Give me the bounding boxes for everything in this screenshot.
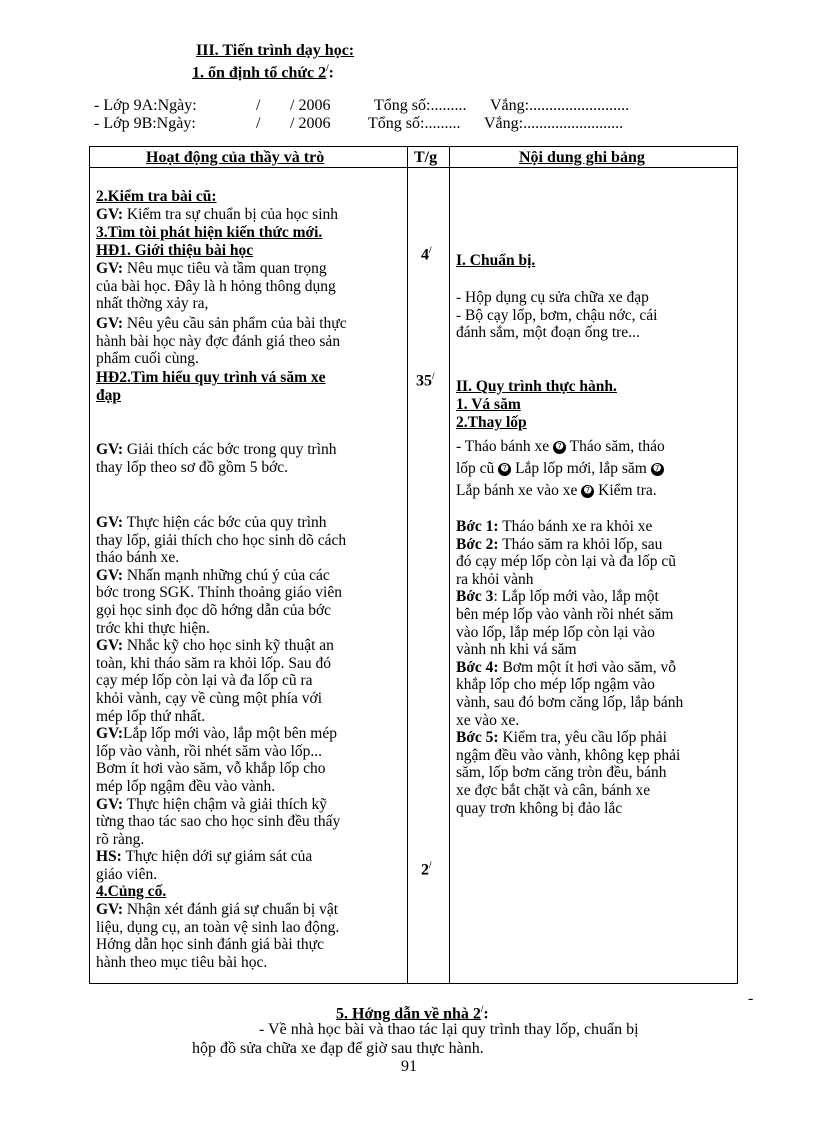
home-line-1: - Về nhà học bài và thao tác lại quy trình thay lốp, chuẩn bị [259, 1021, 639, 1038]
text-line: bớc trong SGK. Thỉnh thoảng giáo viên [96, 584, 342, 602]
vasam-title: 1. Vá săm [456, 396, 521, 413]
table-right-border [737, 146, 738, 984]
step-text: Bơm một ít hơi vào săm, vỗ [498, 658, 677, 676]
text-line: Hớng dẫn học sinh đánh giá bài thực [96, 936, 324, 954]
gv-label: GV: [96, 725, 123, 743]
flow-line [456, 480, 665, 502]
text-line: rõ ràng. [96, 830, 145, 848]
gv-label: GV: [96, 206, 123, 223]
step-line [456, 729, 683, 747]
class-slash1: / [256, 97, 261, 114]
text-line: của bài học. Đây là h hỏng thông dụng [96, 277, 336, 295]
time-4 [421, 241, 432, 264]
gv-label: GV: [96, 260, 123, 277]
text-line [96, 441, 337, 459]
text-line: thay lốp, giải thích cho học sinh dõ cách [96, 531, 347, 549]
step-line: bên mép lốp vào vành rồi nhét săm [456, 605, 674, 623]
hd1-title: HĐ1. Giới thiệu bài học [96, 242, 254, 259]
text-line: đánh sắm, một đoạn ống tre... [456, 324, 640, 342]
gv-perform-steps [96, 514, 346, 971]
gv-text: Nêu mục tiêu và tầm quan trọng [123, 260, 327, 277]
step-line [456, 659, 683, 677]
step-line: săm, lốp bơm căng tròn đều, bánh [456, 764, 667, 782]
table-bottom-border [89, 983, 738, 984]
flow-text: lốp cũ [456, 460, 499, 477]
hs-label: HS: [96, 848, 122, 866]
class-total: Tổng số:......... [374, 97, 467, 114]
text-line: đạp [96, 386, 121, 404]
gv-text: Nhắc kỹ cho học sinh kỹ thuật an [123, 637, 334, 655]
time-35 [416, 367, 435, 390]
gv-label: GV: [96, 795, 123, 813]
step-label: Bớc 2: [456, 535, 499, 553]
gv-text: Nêu yêu cầu sản phẩm của bài thực [123, 315, 347, 332]
step-line: đó cạy mép lốp còn lại và đa lốp cũ [456, 553, 676, 571]
text-line: hành bài học này đợc đánh giá theo sản [96, 332, 341, 350]
time-value: 2 [421, 861, 429, 879]
hs-text: Thực hiện dới sự giám sát của [121, 848, 313, 866]
gv-objectives [96, 260, 336, 313]
flow-text: Tháo săm, tháo [566, 438, 665, 455]
flow-arrow-icon: ➐ [553, 441, 566, 454]
hd2-title [96, 369, 326, 404]
step-line: ra khỏi vành [456, 570, 534, 588]
gv-label: GV: [96, 514, 123, 531]
text-line: phẩm cuối cùng. [96, 350, 199, 368]
gv-text: Thực hiện các bớc của quy trình [123, 514, 327, 531]
text-line: - Bộ cạy lốp, bơm, chậu nớc, cái [456, 306, 658, 324]
sub-title-text: 1. ổn định tổ chức 2 [192, 64, 327, 82]
text-line: giáo viên. [96, 865, 158, 883]
gv-text: Nhấn mạnh những chú ý của các [123, 566, 330, 584]
step-label: Bớc 4: [456, 658, 499, 676]
text-line: thay lốp theo sơ đồ gồm 5 bớc. [96, 458, 289, 476]
gv-product-requirements [96, 315, 347, 368]
time-2 [421, 856, 432, 879]
home-line-2: hộp đồ sửa chữa xe đạp để giờ sau thực hành. [192, 1040, 484, 1057]
gv-text: Nhận xét đánh giá sự chuẩn bị vật [123, 901, 339, 919]
gv-label: GV: [96, 441, 123, 458]
table-col-divider-1 [407, 146, 408, 984]
step-line: xe vào xe. [456, 711, 520, 729]
step-line: khắp lốp cho mép lốp ngậm vào [456, 676, 655, 694]
step-label: Bớc 1: [456, 518, 499, 535]
flow-arrow-icon: ➐ [498, 463, 511, 476]
text-line: từng thao tác sao cho học sinh đều thấy [96, 813, 341, 831]
gv-text: Lắp lốp mới vào, lắp một bên mép [123, 725, 337, 743]
step-text: Tháo săm ra khỏi lốp, sau [498, 535, 663, 553]
class-slash1: / [256, 115, 261, 132]
step-line [456, 588, 683, 606]
table-top-border [89, 146, 738, 147]
header-activity: Hoạt động của thầy và trò [146, 149, 325, 166]
text-line: mép lốp ngậm đều vào vành. [96, 777, 276, 795]
page-number: 91 [401, 1058, 417, 1075]
flow-line [456, 436, 665, 458]
step-label: Bớc 3 [456, 588, 494, 606]
flow-text: Lắp lốp mới, lắp săm [511, 460, 651, 477]
text-line: lốp vào vành, rồi nhét săm vào lốp... [96, 742, 322, 760]
time-sup: / [429, 860, 432, 870]
step-line [456, 536, 683, 554]
text-line: liệu, dụng cụ, an toàn vệ sinh lao động. [96, 918, 340, 936]
step-text: Tháo bánh xe ra khỏi xe [498, 518, 653, 535]
home-title-colon: : [483, 1005, 489, 1023]
gv-text: Giải thích các bớc trong quy trình [123, 441, 337, 458]
sub-title-colon: : [328, 64, 334, 82]
text-line [96, 725, 346, 743]
text-line: Bơm ít hơi vào săm, vỗ khắp lốp cho [96, 760, 326, 778]
header-time: T/g [414, 149, 438, 166]
text-line: cạy mép lốp còn lại và đa lốp cũ ra [96, 672, 313, 690]
flow-text: Kiểm tra. [594, 482, 657, 499]
timtoi-title: 3.Tìm tòi phát hiện kiến thức mới. [96, 224, 323, 241]
flow-diagram [456, 436, 665, 502]
gv-text: Kiểm tra sự chuẩn bị của học sinh [123, 206, 339, 223]
step-line: vành nh khi vá săm [456, 641, 577, 659]
gv-label: GV: [96, 315, 123, 332]
text-line [96, 514, 346, 532]
chuanbi-list [456, 289, 657, 342]
flow-text: Lắp bánh xe vào xe [456, 482, 582, 499]
margin-dash: - [748, 990, 754, 1007]
chuanbi-title: I. Chuẩn bị. [456, 252, 536, 269]
gv-check-prep [96, 206, 338, 224]
text-line: gọi học sinh đọc dõ hớng dẫn của bớc [96, 601, 332, 619]
text-line [96, 796, 346, 814]
flow-line [456, 458, 665, 480]
step-line: vành, sau đó bơm căng lốp, lắp bánh [456, 693, 684, 711]
class-total: Tổng số:......... [368, 115, 461, 132]
home-title-sup: / [480, 1004, 484, 1014]
text-line [96, 901, 346, 919]
step-line [456, 518, 683, 536]
table-header-border [89, 167, 738, 168]
class-slash2: / 2006 [290, 97, 331, 114]
time-value: 4 [421, 246, 429, 264]
text-line [96, 637, 346, 655]
gv-label: GV: [96, 901, 123, 919]
thaylop-title: 2.Thay lốp [456, 414, 527, 431]
class-absent: Vắng:......................... [484, 115, 624, 132]
step-line: xe đợc bắt chặt và cân, bánh xe [456, 781, 651, 799]
text-line [96, 315, 347, 333]
gv-explain-steps [96, 441, 337, 476]
class-label: - Lớp 9B:Ngày: [94, 115, 196, 132]
text-line: mép lốp thứ nhất. [96, 707, 206, 725]
header-board-content: Nội dung ghi bảng [519, 149, 645, 166]
time-sup: / [429, 245, 432, 255]
step-line: quay trơn không bị đảo lắc [456, 799, 623, 817]
gv-text: Thực hiện chậm và giải thích kỹ [123, 795, 327, 813]
step-text: Kiểm tra, yêu cầu lốp phải [498, 729, 667, 747]
class-slash2: / 2006 [290, 115, 331, 132]
text-line: toàn, khi tháo săm ra khỏi lốp. Sau đó [96, 654, 332, 672]
text-line: khỏi vành, cạy về cùng một phía với [96, 689, 323, 707]
text-line [96, 848, 346, 866]
kiemtra-title: 2.Kiểm tra bài cũ: [96, 188, 217, 205]
text-line: HĐ2.Tìm hiểu quy trình vá săm xe [96, 369, 326, 386]
step-label: Bớc 5: [456, 729, 499, 747]
text-line [96, 567, 346, 585]
section-title: III. Tiến trình dạy học: [196, 42, 355, 59]
flow-text: - Tháo bánh xe [456, 438, 553, 455]
time-value: 35 [416, 372, 432, 390]
cungco-title: 4.Củng cố. [96, 883, 167, 901]
step-text: : Lắp lốp mới vào, lắp một [493, 588, 659, 606]
quytrinh-title: II. Quy trình thực hành. [456, 378, 617, 395]
class-label: - Lớp 9A:Ngày: [94, 97, 197, 114]
flow-arrow-icon: ➐ [651, 463, 664, 476]
step-line: ngậm đều vào vành, không kẹp phải [456, 746, 681, 764]
gv-label: GV: [96, 566, 123, 584]
text-line: trớc khi thực hiện. [96, 619, 210, 637]
sub-title-sup: / [326, 63, 329, 73]
table-left-border [89, 146, 90, 984]
text-line: hành theo mục tiêu bài học. [96, 953, 268, 971]
time-sup: / [432, 371, 435, 381]
text-line: tháo bánh xe. [96, 549, 180, 567]
text-line: nhất thờng xảy ra, [96, 295, 209, 313]
flow-arrow-icon: ➐ [581, 485, 594, 498]
gv-label: GV: [96, 637, 123, 655]
step-line: vào lốp, lắp mép lốp còn lại vào [456, 623, 655, 641]
table-col-divider-2 [449, 146, 450, 984]
text-line [96, 260, 336, 278]
text-line: - Hộp dụng cụ sửa chữa xe đạp [456, 289, 649, 306]
home-title [336, 1000, 489, 1023]
home-title-text: 5. Hớng dẫn về nhà 2 [336, 1005, 481, 1023]
steps-list [456, 518, 683, 817]
sub-title [192, 59, 334, 82]
class-absent: Vắng:......................... [490, 97, 630, 114]
